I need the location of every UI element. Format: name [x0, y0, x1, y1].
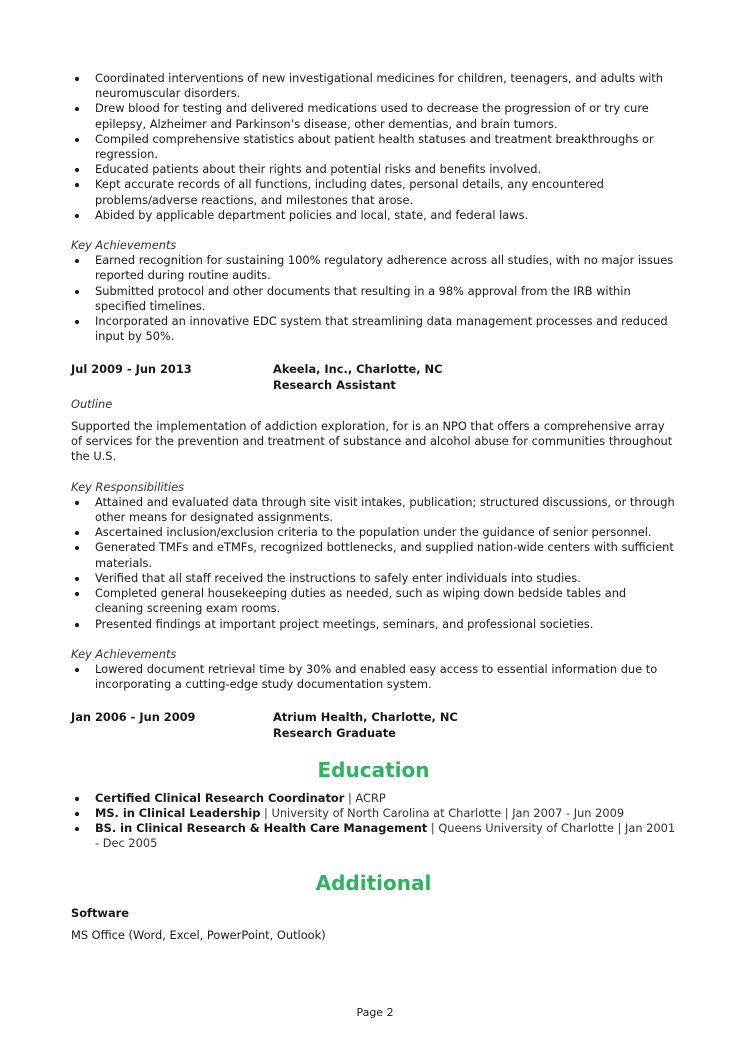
education-detail: | Queens University of Charlotte | Jan 2001 - Dec 2005 [95, 821, 676, 851]
list-item: Verified that all staff received the instructions to safely enter individuals into studies. [71, 571, 676, 586]
list-item: Kept accurate records of all functions, including dates, personal details, any encountered problems/adverse reactions, and milestones that arose. [71, 177, 676, 207]
job2-outline-text: Supported the implementation of addiction exploration, for is an NPO that offers a comprehensive array of services for the prevention and treatment of substance and alcohol abuse for communities throughout the U.S. [71, 419, 673, 464]
job1-achievements-label: Key Achievements [71, 238, 177, 253]
job2-achievements-list [71, 662, 676, 692]
education-degree: BS. in Clinical Research & Health Care Management [95, 821, 428, 836]
job2-responsibilities-label: Key Responsibilities [71, 479, 185, 494]
job2-achievements-label: Key Achievements [71, 646, 177, 661]
job2-outline-label: Outline [71, 396, 113, 411]
job3-header [71, 710, 676, 740]
software-value: MS Office (Word, Excel, PowerPoint, Outlook) [71, 927, 326, 942]
additional-heading: Additional [315, 870, 432, 895]
list-item: Attained and evaluated data through site visit intakes, publication; structured discussions, or through other means for designated assignments. [71, 495, 676, 525]
list-item: Earned recognition for sustaining 100% regulatory adherence across all studies, with no major issues reported during routine audits. [71, 253, 676, 283]
list-item: Ascertained inclusion/exclusion criteria to the population under the guidance of senior personnel. [71, 525, 676, 540]
list-item: Drew blood for testing and delivered medications used to decrease the progression of or try cure epilepsy, Alzheimer and Parkinson’s disease, other dementias, and brain tumors. [71, 101, 676, 131]
education-degree: MS. in Clinical Leadership [95, 805, 261, 820]
education-list [71, 791, 676, 852]
education-detail: | University of North Carolina at Charlotte | Jan 2007 - Jun 2009 [260, 805, 625, 820]
job2-title: Research Assistant [273, 377, 396, 392]
list-item: Educated patients about their rights and potential risks and benefits involved. [71, 162, 676, 177]
job2-responsibilities-list [71, 495, 676, 632]
list-item: Incorporated an innovative EDC system that streamlining data management processes and reduced input by 50%. [71, 314, 676, 344]
job2-header [71, 362, 676, 392]
list-item: Coordinated interventions of new investigational medicines for children, teenagers, and adults with neuromuscular disorders. [71, 71, 676, 101]
list-item: Abided by applicable department policies and local, state, and federal laws. [71, 208, 676, 223]
education-detail: | ACRP [344, 790, 386, 805]
list-item: Submitted protocol and other documents that resulting in a 98% approval from the IRB within specified timelines. [71, 284, 676, 314]
education-item [71, 791, 676, 806]
job3-company: Atrium Health, Charlotte, NC [273, 710, 458, 725]
resume-page [71, 71, 676, 943]
list-item: Lowered document retrieval time by 30% and enabled easy access to essential information due to incorporating a cutting-edge study documentation system. [71, 662, 676, 692]
education-item [71, 806, 676, 821]
education-heading: Education [317, 757, 430, 782]
software-label: Software [71, 905, 129, 920]
job1-achievements-list [71, 253, 676, 344]
job2-dates: Jul 2009 - Jun 2013 [71, 362, 192, 377]
job3-dates: Jan 2006 - Jun 2009 [71, 710, 196, 725]
list-item: Presented findings at important project meetings, seminars, and professional societies. [71, 617, 676, 632]
list-item: Completed general housekeeping duties as needed, such as wiping down bedside tables and cleaning screening exam rooms. [71, 586, 676, 616]
list-item: Compiled comprehensive statistics about patient health statuses and treatment breakthroughs or regression. [71, 132, 676, 162]
education-item [71, 821, 676, 851]
job3-title: Research Graduate [273, 725, 396, 740]
job2-company: Akeela, Inc., Charlotte, NC [273, 362, 443, 377]
job1-responsibilities-list [71, 71, 676, 223]
list-item: Generated TMFs and eTMFs, recognized bottlenecks, and supplied nation-wide centers with sufficient materials. [71, 540, 676, 570]
page-number: Page 2 [356, 1006, 394, 1019]
education-degree: Certified Clinical Research Coordinator [95, 790, 345, 805]
